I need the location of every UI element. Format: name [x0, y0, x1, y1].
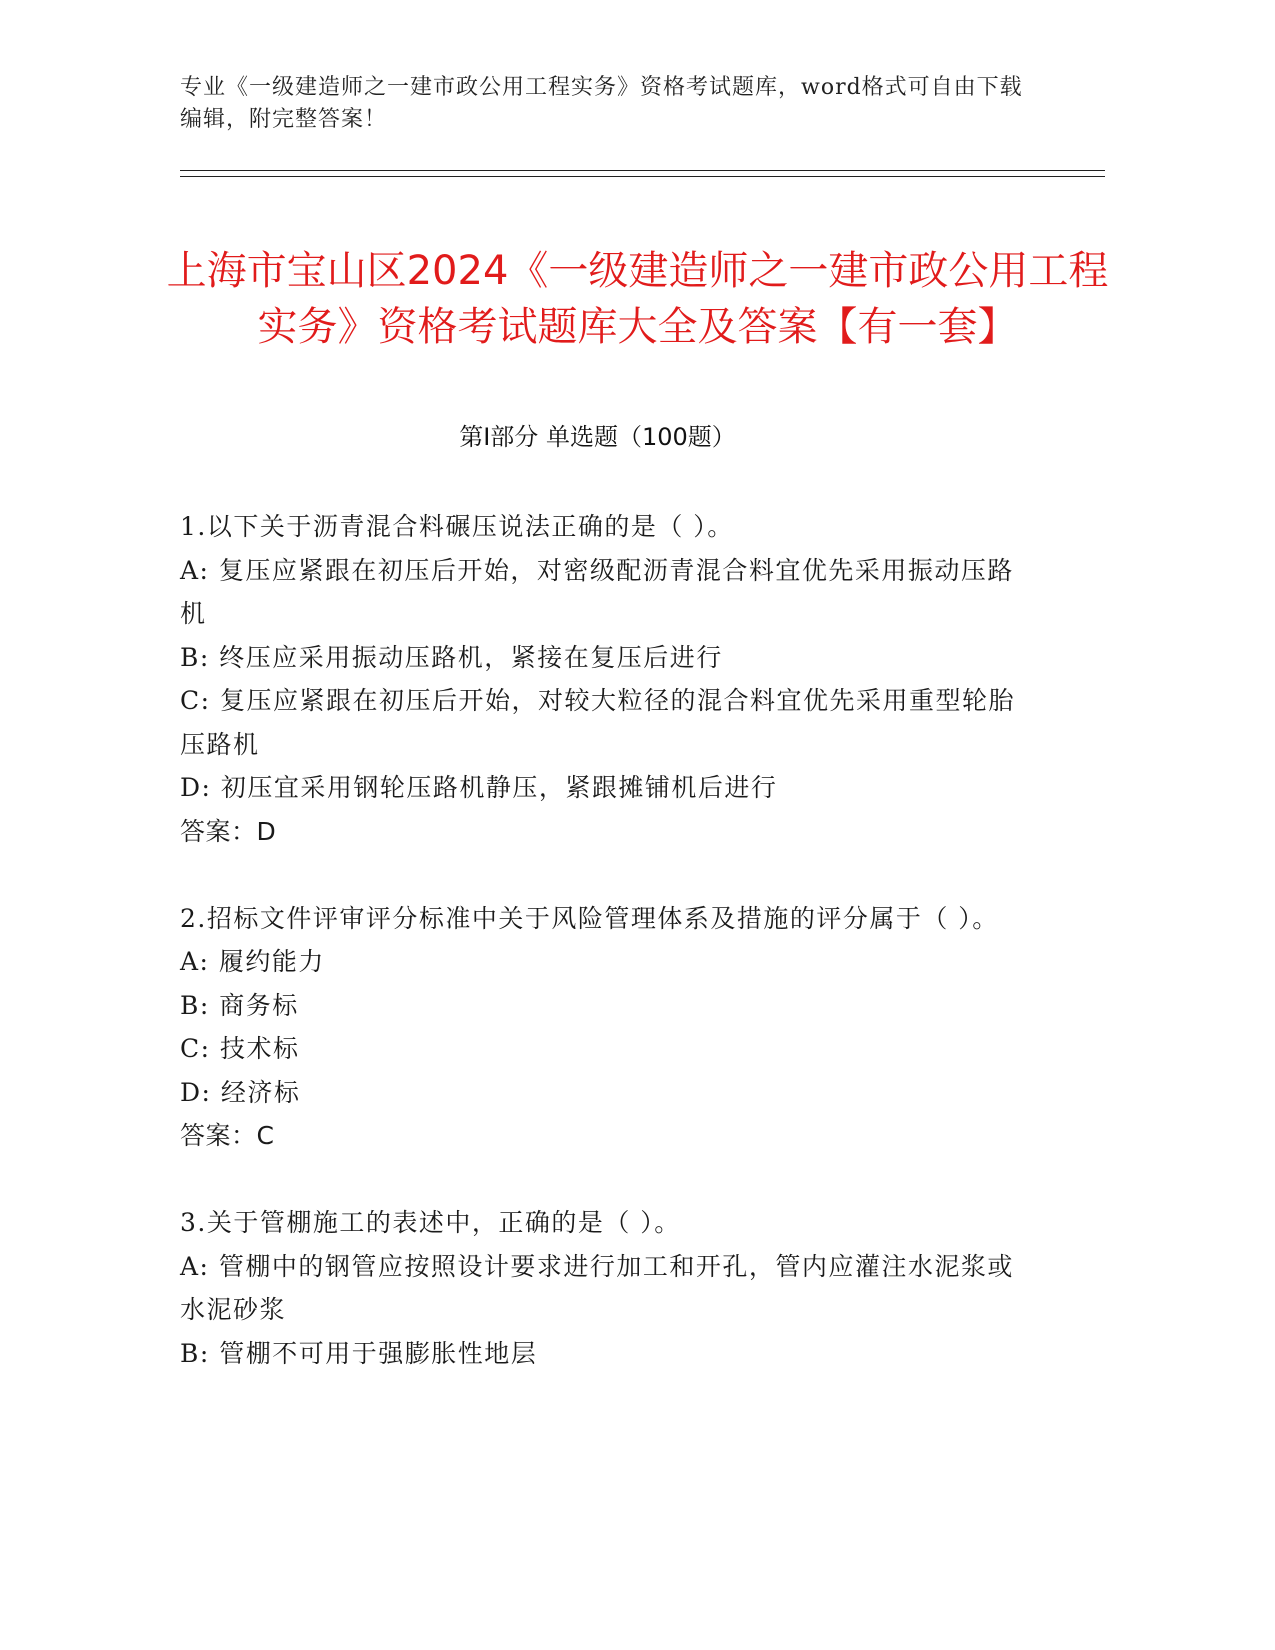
option-c: C: 技术标 — [180, 1034, 300, 1063]
answer: 答案：C — [180, 1121, 275, 1150]
document-title: 上海市宝山区2024《一级建造师之一建市政公用工程实务》资格考试题库大全及答案【有一套】 — [166, 247, 1109, 350]
option-a: A: 管棚中的钢管应按照设计要求进行加工和开孔，管内应灌注水泥浆或水泥砂浆 — [180, 1251, 1014, 1324]
question-1 — [180, 505, 1030, 853]
option-b: B: 商务标 — [180, 990, 299, 1020]
header-divider-top — [180, 170, 1105, 171]
option-b: B: 终压应采用振动压路机，紧接在复压后进行 — [180, 642, 723, 672]
option-a: A: 履约能力 — [180, 947, 325, 976]
header-divider-bottom — [180, 176, 1105, 177]
question-stem: 3.关于管棚施工的表述中，正确的是（ ）。 — [180, 1208, 681, 1237]
question-list — [180, 505, 1030, 1419]
option-c: C: 复压应紧跟在初压后开始，对较大粒径的混合料宜优先采用重型轮胎压路机 — [180, 686, 1016, 759]
option-d: D: 经济标 — [180, 1077, 301, 1107]
question-2 — [180, 897, 1030, 1158]
question-stem: 1.以下关于沥青混合料碾压说法正确的是（ ）。 — [180, 512, 734, 541]
question-3 — [180, 1201, 1030, 1375]
section-title: 第Ⅰ部分 单选题（100题） — [459, 423, 736, 451]
option-d: D: 初压宜采用钢轮压路机静压，紧跟摊铺机后进行 — [180, 773, 778, 802]
option-b: B: 管棚不可用于强膨胀性地层 — [180, 1338, 538, 1368]
header-note: 专业《一级建造师之一建市政公用工程实务》资格考试题库，word格式可自由下载编辑，附完整答案！ — [180, 75, 1023, 132]
question-stem: 2.招标文件评审评分标准中关于风险管理体系及措施的评分属于（ ）。 — [180, 903, 999, 933]
option-a: A: 复压应紧跟在初压后开始，对密级配沥青混合料宜优先采用振动压路机 — [180, 555, 1014, 628]
answer: 答案：D — [180, 816, 277, 846]
